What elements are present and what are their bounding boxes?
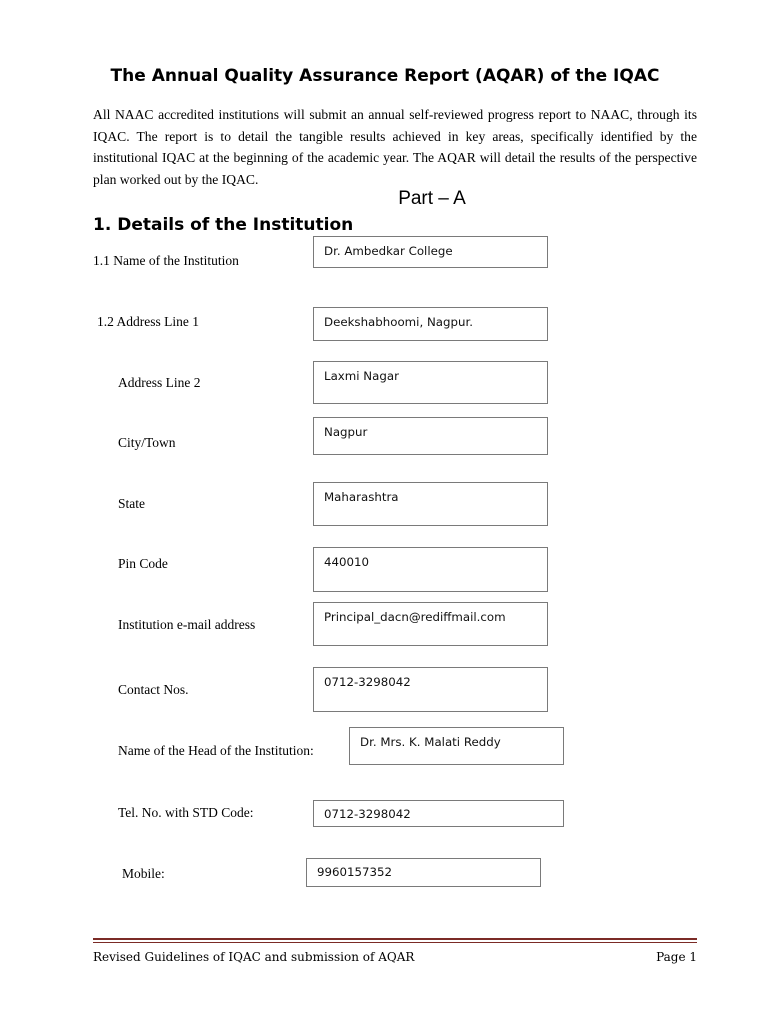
field-email[interactable]: Principal_dacn@rediffmail.com: [313, 602, 548, 646]
footer-rule-thin: [93, 942, 697, 943]
field-label-pin-code: Pin Code: [118, 556, 168, 571]
page-number: Page 1: [656, 950, 697, 964]
document-title: The Annual Quality Assurance Report (AQAR) of the IQAC: [110, 66, 660, 86]
field-mobile[interactable]: 9960157352: [306, 858, 541, 887]
field-label-tel-no: Tel. No. with STD Code:: [118, 805, 254, 820]
part-heading: Part – A: [398, 188, 466, 209]
field-label-head-of-institution: Name of the Head of the Institution:: [118, 743, 314, 758]
field-institution-name[interactable]: Dr. Ambedkar College: [313, 236, 548, 268]
intro-paragraph: All NAAC accredited institutions will submit an annual self-reviewed progress report to NAAC, through its IQAC. The report is to detail the tangible results achieved in key areas, specifically identified by the institutional IQAC at the beginning of the academic year. The AQAR will detail the results of the perspective plan worked out by the IQAC.: [93, 107, 697, 187]
field-label-address-line-2: Address Line 2: [118, 375, 201, 390]
section-heading: 1. Details of the Institution: [93, 215, 354, 235]
field-address-line-2[interactable]: Laxmi Nagar: [313, 361, 548, 404]
field-city[interactable]: Nagpur: [313, 417, 548, 455]
field-state[interactable]: Maharashtra: [313, 482, 548, 526]
field-label-address-line-1: 1.2 Address Line 1: [97, 314, 199, 329]
footer-text: Revised Guidelines of IQAC and submission of AQAR: [93, 950, 415, 964]
field-head-of-institution[interactable]: Dr. Mrs. K. Malati Reddy: [349, 727, 564, 765]
field-tel-no[interactable]: 0712-3298042: [313, 800, 564, 827]
field-label-mobile: Mobile:: [122, 866, 165, 881]
field-label-email: Institution e-mail address: [118, 617, 256, 632]
field-pin-code[interactable]: 440010: [313, 547, 548, 592]
field-contact-nos[interactable]: 0712-3298042: [313, 667, 548, 712]
field-address-line-1[interactable]: Deekshabhoomi, Nagpur.: [313, 307, 548, 341]
field-label-contact-nos: Contact Nos.: [118, 682, 189, 697]
footer-rule-thick: [93, 938, 697, 940]
field-label-city: City/Town: [118, 435, 176, 450]
field-label-institution-name: 1.1 Name of the Institution: [93, 253, 239, 268]
field-label-state: State: [118, 496, 145, 511]
